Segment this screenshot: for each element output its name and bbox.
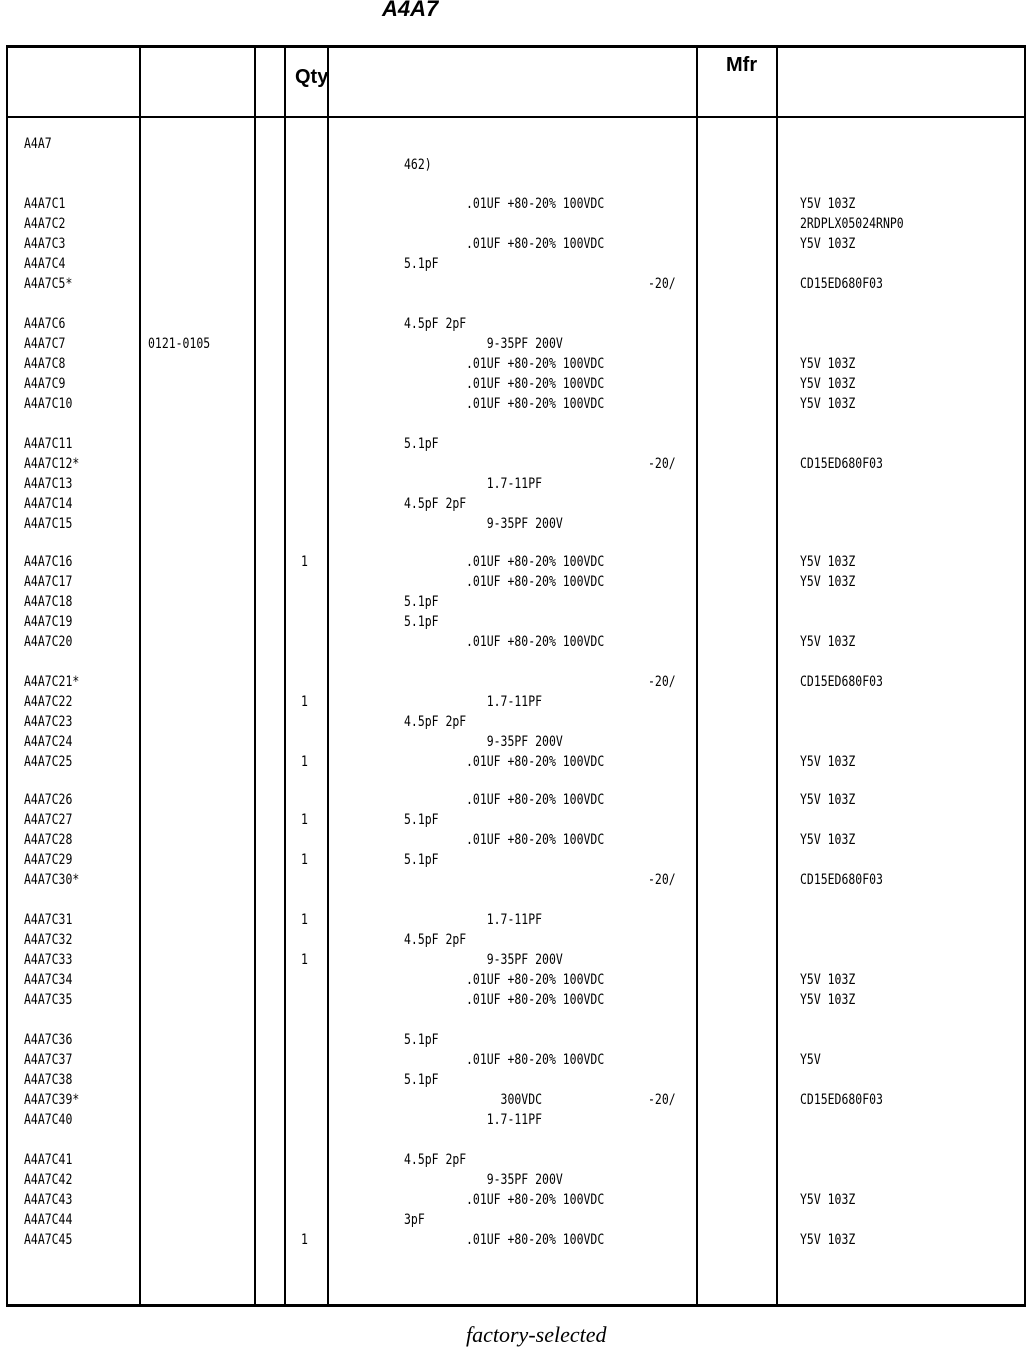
cell-desc: .01UF +80-20% 100VDC	[466, 1192, 605, 1208]
table-row	[0, 236, 1032, 256]
table-row	[0, 1052, 1032, 1072]
cell-desc: .01UF +80-20% 100VDC	[466, 554, 605, 570]
qty-header: Qty	[295, 66, 329, 88]
cell-code: Y5V 103Z	[800, 1192, 856, 1208]
cell-tol: -20/	[648, 456, 676, 472]
cell-ref: A4A7C14	[24, 496, 73, 512]
cell-ref: A4A7C40	[24, 1112, 73, 1128]
cell-ref: A4A7	[24, 136, 52, 152]
cell-ref: A4A7C39*	[24, 1092, 80, 1108]
table-row	[0, 754, 1032, 774]
cell-tol: -20/	[648, 872, 676, 888]
cell-ref: A4A7C33	[24, 952, 73, 968]
cell-ref: A4A7C29	[24, 852, 73, 868]
cell-val: 5.1pF	[404, 1072, 439, 1088]
cell-ref: A4A7C31	[24, 912, 73, 928]
cell-code: CD15ED680F03	[800, 872, 883, 888]
cell-desc: 9-35PF 200V	[466, 336, 563, 352]
cell-code: Y5V 103Z	[800, 376, 856, 392]
cell-val: 5.1pF	[404, 852, 439, 868]
cell-code: Y5V 103Z	[800, 236, 856, 252]
cell-code: Y5V 103Z	[800, 634, 856, 650]
cell-code: Y5V 103Z	[800, 574, 856, 590]
table-row	[0, 932, 1032, 952]
cell-val: 4.5pF 2pF	[404, 496, 467, 512]
cell-qty: 1	[301, 952, 308, 968]
cell-val: 5.1pF	[404, 256, 439, 272]
cell-ref: A4A7C34	[24, 972, 73, 988]
cell-tol: -20/	[648, 276, 676, 292]
cell-code: CD15ED680F03	[800, 456, 883, 472]
cell-desc: .01UF +80-20% 100VDC	[466, 792, 605, 808]
table-row	[0, 554, 1032, 574]
cell-val: 5.1pF	[404, 614, 439, 630]
table-row	[0, 614, 1032, 634]
table-row	[0, 276, 1032, 296]
cell-code: CD15ED680F03	[800, 674, 883, 690]
cell-ref: A4A7C9	[24, 376, 66, 392]
cell-desc: 1.7-11PF	[466, 694, 543, 710]
cell-qty: 1	[301, 812, 308, 828]
cell-desc: 9-35PF 200V	[466, 1172, 563, 1188]
cell-desc: 9-35PF 200V	[466, 952, 563, 968]
table-row	[0, 594, 1032, 614]
cell-qty: 1	[301, 754, 308, 770]
cell-ref: A4A7C45	[24, 1232, 73, 1248]
cell-ref: A4A7C25	[24, 754, 73, 770]
cell-desc: .01UF +80-20% 100VDC	[466, 236, 605, 252]
cell-code: Y5V 103Z	[800, 196, 856, 212]
cell-qty: 1	[301, 912, 308, 928]
cell-desc: .01UF +80-20% 100VDC	[466, 356, 605, 372]
table-row	[0, 912, 1032, 932]
cell-desc: 1.7-11PF	[466, 912, 543, 928]
cell-ref: A4A7C30*	[24, 872, 80, 888]
header-divider	[966, 116, 1026, 118]
cell-desc: .01UF +80-20% 100VDC	[466, 634, 605, 650]
cell-val: 5.1pF	[404, 812, 439, 828]
cell-code: Y5V 103Z	[800, 754, 856, 770]
cell-code: CD15ED680F03	[800, 1092, 883, 1108]
cell-desc: 9-35PF 200V	[466, 516, 563, 532]
cell-ref: A4A7C38	[24, 1072, 73, 1088]
cell-desc: .01UF +80-20% 100VDC	[466, 1052, 605, 1068]
cell-ref: A4A7C7	[24, 336, 66, 352]
table-row	[0, 1112, 1032, 1132]
table-row	[0, 792, 1032, 812]
cell-ref: A4A7C4	[24, 256, 66, 272]
cell-tol: -20/	[648, 674, 676, 690]
cell-desc: 1.7-11PF	[466, 476, 543, 492]
cell-desc: .01UF +80-20% 100VDC	[466, 1232, 605, 1248]
cell-desc: .01UF +80-20% 100VDC	[466, 196, 605, 212]
cell-tol: -20/	[648, 1092, 676, 1108]
cell-ref: A4A7C21*	[24, 674, 80, 690]
cell-ref: A4A7C3	[24, 236, 66, 252]
cell-desc: .01UF +80-20% 100VDC	[466, 992, 605, 1008]
cell-ref: A4A7C42	[24, 1172, 73, 1188]
cell-ref: A4A7C16	[24, 554, 73, 570]
table-row	[0, 396, 1032, 416]
cell-ref: A4A7C8	[24, 356, 66, 372]
cell-val: 4.5pF 2pF	[404, 316, 467, 332]
cell-ref: A4A7C23	[24, 714, 73, 730]
table-row	[0, 992, 1032, 1012]
table-row	[0, 812, 1032, 832]
table-row	[0, 832, 1032, 852]
cell-ref: A4A7C2	[24, 216, 66, 232]
cell-val: 4.5pF 2pF	[404, 714, 467, 730]
cell-desc: .01UF +80-20% 100VDC	[466, 754, 605, 770]
cell-val: 4.5pF 2pF	[404, 1152, 467, 1168]
table-row	[0, 872, 1032, 892]
cell-ref: A4A7C6	[24, 316, 66, 332]
cell-desc: .01UF +80-20% 100VDC	[466, 376, 605, 392]
cell-qty: 1	[301, 1232, 308, 1248]
cell-ref: A4A7C18	[24, 594, 73, 610]
cell-ref: A4A7C17	[24, 574, 73, 590]
cell-val: 3pF	[404, 1212, 425, 1228]
cell-ref: A4A7C43	[24, 1192, 73, 1208]
table-row	[0, 196, 1032, 216]
page-title: A4A7	[382, 0, 439, 21]
table-row	[0, 1152, 1032, 1172]
cell-ref: A4A7C12*	[24, 456, 80, 472]
table-row	[0, 157, 1032, 177]
cell-code: 2RDPLX05024RNP0	[800, 216, 904, 232]
cell-val: 5.1pF	[404, 594, 439, 610]
cell-ref: A4A7C1	[24, 196, 66, 212]
cell-code: Y5V 103Z	[800, 972, 856, 988]
cell-ref: A4A7C20	[24, 634, 73, 650]
table-row	[0, 972, 1032, 992]
cell-desc: 9-35PF 200V	[466, 734, 563, 750]
cell-ref: A4A7C13	[24, 476, 73, 492]
cell-code: Y5V 103Z	[800, 992, 856, 1008]
table-row	[0, 516, 1032, 536]
table-row	[0, 1072, 1032, 1092]
cell-desc: .01UF +80-20% 100VDC	[466, 832, 605, 848]
cell-code: Y5V	[800, 1052, 821, 1068]
cell-code: Y5V 103Z	[800, 396, 856, 412]
cell-ref: A4A7C19	[24, 614, 73, 630]
table-row	[0, 336, 1032, 356]
cell-code: Y5V 103Z	[800, 356, 856, 372]
table-row	[0, 714, 1032, 734]
cell-val: 4.5pF 2pF	[404, 932, 467, 948]
table-row	[0, 316, 1032, 336]
cell-qty: 1	[301, 554, 308, 570]
cell-val: 5.1pF	[404, 436, 439, 452]
cell-val: 5.1pF	[404, 1032, 439, 1048]
cell-ref: A4A7C26	[24, 792, 73, 808]
footer-note: factory-selected	[466, 1322, 607, 1347]
cell-ref: A4A7C36	[24, 1032, 73, 1048]
cell-desc: .01UF +80-20% 100VDC	[466, 972, 605, 988]
table-row	[0, 216, 1032, 236]
table-row	[0, 1232, 1032, 1252]
cell-desc: .01UF +80-20% 100VDC	[466, 396, 605, 412]
cell-ref: A4A7C35	[24, 992, 73, 1008]
cell-ref: A4A7C28	[24, 832, 73, 848]
table-row	[0, 1172, 1032, 1192]
cell-ref: A4A7C44	[24, 1212, 73, 1228]
cell-desc: 1.7-11PF	[466, 1112, 543, 1128]
cell-code: CD15ED680F03	[800, 276, 883, 292]
cell-qty: 1	[301, 852, 308, 868]
table-row	[0, 694, 1032, 714]
cell-ref: A4A7C32	[24, 932, 73, 948]
table-row	[0, 376, 1032, 396]
cell-code: Y5V 103Z	[800, 1232, 856, 1248]
table-row	[0, 1212, 1032, 1232]
cell-ref: A4A7C10	[24, 396, 73, 412]
cell-code: Y5V 103Z	[800, 554, 856, 570]
cell-ref: A4A7C5*	[24, 276, 73, 292]
table-row	[0, 256, 1032, 276]
table-row	[0, 634, 1032, 654]
cell-val: 462)	[404, 157, 432, 173]
table-row	[0, 1192, 1032, 1212]
cell-ref: A4A7C41	[24, 1152, 73, 1168]
cell-ref: A4A7C24	[24, 734, 73, 750]
cell-ref: A4A7C15	[24, 516, 73, 532]
table-row	[0, 952, 1032, 972]
cell-ref: A4A7C22	[24, 694, 73, 710]
table-row	[0, 136, 1032, 156]
mfr-header: Mfr	[726, 54, 758, 76]
cell-desc: 300VDC	[466, 1092, 543, 1108]
table-row	[0, 456, 1032, 476]
table-row	[0, 436, 1032, 456]
table-row	[0, 496, 1032, 516]
cell-ref: A4A7C11	[24, 436, 73, 452]
table-row	[0, 1092, 1032, 1112]
cell-ref: A4A7C27	[24, 812, 73, 828]
table-row	[0, 852, 1032, 872]
table-row	[0, 734, 1032, 754]
cell-code: Y5V 103Z	[800, 792, 856, 808]
table-row	[0, 476, 1032, 496]
cell-part: 0121-0105	[148, 336, 211, 352]
cell-code: Y5V 103Z	[800, 832, 856, 848]
cell-desc: .01UF +80-20% 100VDC	[466, 574, 605, 590]
table-row	[0, 1032, 1032, 1052]
cell-qty: 1	[301, 694, 308, 710]
table-row	[0, 574, 1032, 594]
table-row	[0, 674, 1032, 694]
table-row	[0, 356, 1032, 376]
header-divider	[6, 116, 966, 118]
cell-ref: A4A7C37	[24, 1052, 73, 1068]
